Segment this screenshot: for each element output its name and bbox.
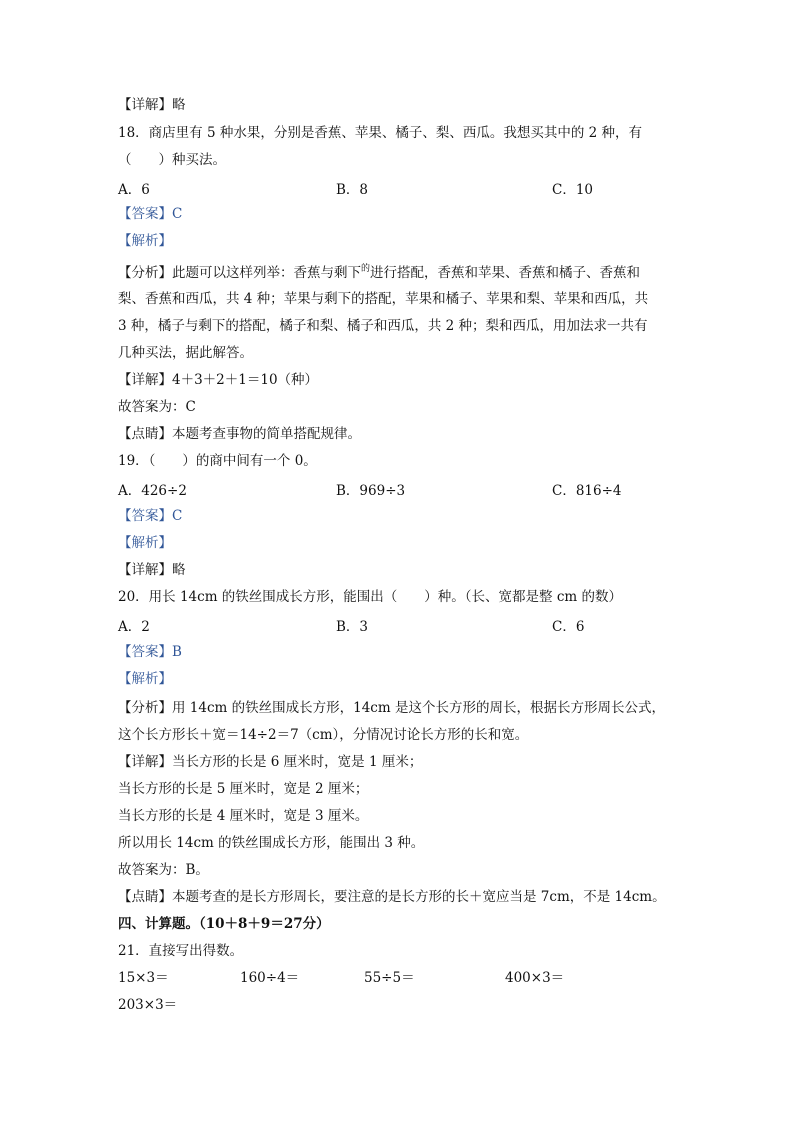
q19-answer: 【答案】C [118, 508, 183, 524]
question-20-text: 20．用长 14cm 的铁丝围成长方形，能围出（ ）种。（长、宽都是整 cm 的数） [118, 589, 622, 605]
q18-analysis-sup: 的 [361, 264, 371, 274]
q19-option-c: C．816÷4 [552, 483, 622, 499]
q20-option-c: C．6 [552, 619, 585, 635]
q20-analysis-line-1: 【分析】用 14cm 的铁丝围成长方形，14cm 是这个长方形的周长，根据长方形周长公式， [118, 700, 665, 716]
q18-option-c: C．10 [552, 182, 594, 198]
calc-item-3: 55÷5＝ [364, 970, 415, 986]
calc-item-4: 400×3＝ [505, 970, 565, 986]
q18-analysis-pre: 【分析】此题可以这样列举：香蕉与剩下 [118, 265, 361, 281]
q20-final-answer: 故答案为：B。 [118, 862, 209, 878]
q19-detail: 【详解】略 [118, 562, 186, 578]
q18-comment: 【点睛】本题考查事物的简单搭配规律。 [118, 426, 361, 442]
q18-analysis-line-3: 3 种，橘子与剩下的搭配，橘子和梨、橘子和西瓜，共 2 种；梨和西瓜，用加法求一共有 [118, 318, 648, 334]
q18-detail: 【详解】4＋3＋2＋1＝10（种） [118, 372, 319, 388]
detail-line: 【详解】略 [118, 97, 186, 113]
section-4-heading: 四、计算题。（10＋8＋9＝27分） [118, 916, 330, 932]
q18-analysis-line-1 [118, 263, 640, 285]
q19-option-b: B．969÷3 [336, 483, 406, 499]
question-21-text: 21．直接写出得数。 [118, 943, 244, 959]
q18-option-a: A．6 [118, 182, 150, 198]
calc-item-2: 160÷4＝ [240, 970, 300, 986]
q18-analysis-heading: 【解析】 [118, 233, 172, 249]
q18-final-answer: 故答案为：C [118, 399, 196, 415]
q18-analysis-post: 进行搭配，香蕉和苹果、香蕉和橘子、香蕉和 [370, 265, 641, 281]
q18-analysis-line-2: 梨、香蕉和西瓜，共 4 种；苹果与剩下的搭配，苹果和橘子、苹果和梨、苹果和西瓜，共 [118, 291, 649, 307]
q20-comment: 【点睛】本题考查的是长方形周长，要注意的是长方形的长＋宽应当是 7cm，不是 14cm。 [118, 889, 666, 905]
q20-analysis-line-2: 这个长方形长＋宽＝14÷2＝7（cm），分情况讨论长方形的长和宽。 [118, 727, 529, 743]
q18-analysis-line-4: 几种买法，据此解答。 [118, 345, 253, 361]
q19-analysis-heading: 【解析】 [118, 535, 172, 551]
question-18-text-cont: （ ）种买法。 [118, 152, 226, 168]
calc-item-5: 203×3＝ [118, 997, 178, 1013]
q20-analysis-heading: 【解析】 [118, 671, 172, 687]
question-18-text: 18．商店里有 5 种水果，分别是香蕉、苹果、橘子、梨、西瓜。我想买其中的 2 种，有 [118, 125, 643, 141]
calc-item-1: 15×3＝ [118, 970, 169, 986]
q20-detail-line-1: 【详解】当长方形的长是 6 厘米时，宽是 1 厘米； [118, 754, 423, 770]
q19-option-a: A．426÷2 [118, 483, 187, 499]
q20-detail-line-3: 当长方形的长是 4 厘米时，宽是 3 厘米。 [118, 808, 369, 824]
q20-detail-line-4: 所以用长 14cm 的铁丝围成长方形，能围出 3 种。 [118, 835, 425, 851]
q20-option-b: B．3 [336, 619, 369, 635]
q20-option-a: A．2 [118, 619, 150, 635]
q18-answer: 【答案】C [118, 206, 183, 222]
question-19-text: 19．（ ）的商中间有一个 0。 [118, 453, 317, 469]
q20-detail-line-2: 当长方形的长是 5 厘米时，宽是 2 厘米； [118, 781, 369, 797]
q20-answer: 【答案】B [118, 644, 182, 660]
q18-option-b: B．8 [336, 182, 369, 198]
